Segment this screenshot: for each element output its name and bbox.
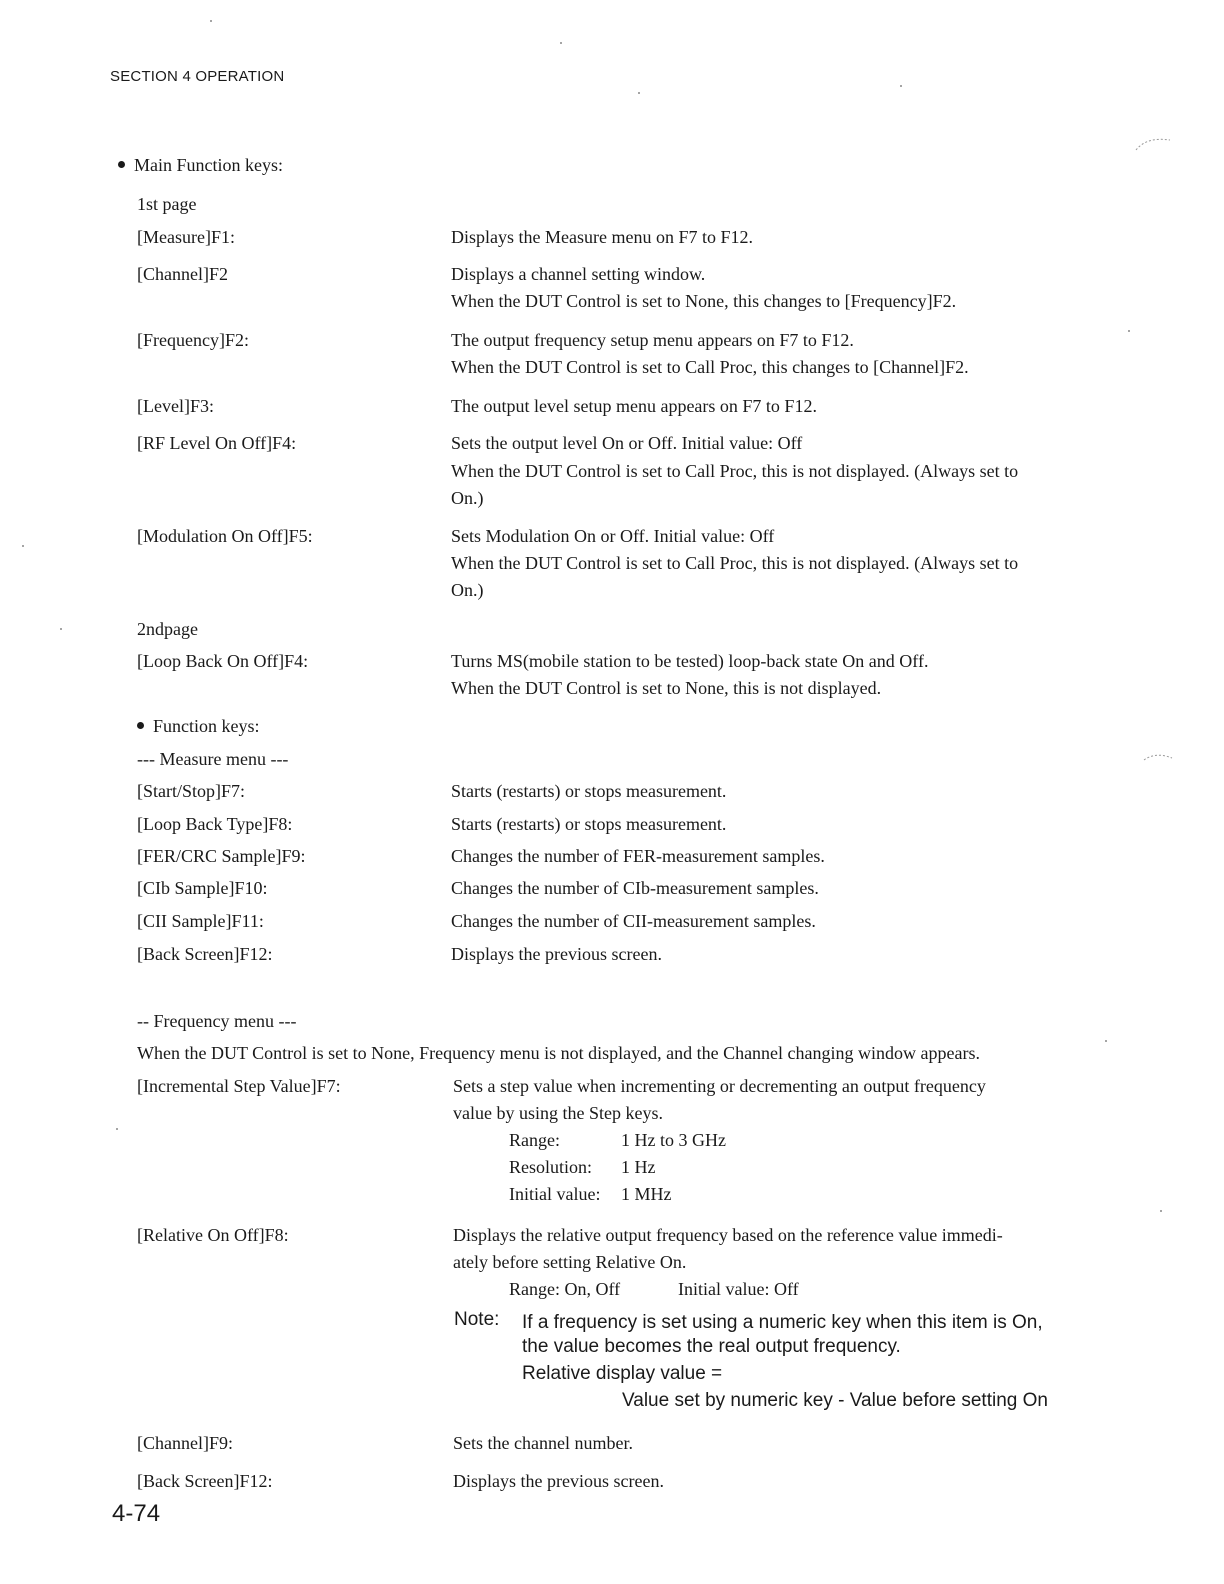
key-loop-back-f4: [Loop Back On Off]F4: <box>137 651 309 671</box>
desc-channel-f2-line2: When the DUT Control is set to None, this changes to [Frequency]F2. <box>451 291 957 311</box>
scan-speck <box>210 20 212 22</box>
desc-frequency-f2-line2: When the DUT Control is set to Call Proc, this changes to [Channel]F2. <box>451 357 969 377</box>
key-relative-f8: [Relative On Off]F8: <box>137 1225 289 1245</box>
desc-loop-back-f4-line1: Turns MS(mobile station to be tested) loop-back state On and Off. <box>451 651 929 671</box>
desc-fer-crc-sample-f9: Changes the number of FER-measurement samples. <box>451 846 825 866</box>
desc-relative-line2: ately before setting Relative On. <box>453 1252 687 1272</box>
key-back-screen-freq-f12: [Back Screen]F12: <box>137 1471 273 1491</box>
desc-modulation-f5-line3: On.) <box>451 580 484 600</box>
key-loop-back-type-f8: [Loop Back Type]F8: <box>137 814 293 834</box>
desc-incremental-line1: Sets a step value when incrementing or decrementing an output frequency <box>453 1076 986 1096</box>
incremental-initial-value: 1 MHz <box>621 1184 672 1204</box>
bullet-icon <box>137 722 144 729</box>
desc-measure-f1: Displays the Measure menu on F7 to F12. <box>451 227 753 247</box>
incremental-initial-label: Initial value: <box>509 1184 601 1204</box>
section-header: SECTION 4 OPERATION <box>110 68 285 85</box>
desc-frequency-f2-line1: The output frequency setup menu appears on F7 to F12. <box>451 330 854 350</box>
desc-cib-sample-f10: Changes the number of CIb-measurement samples. <box>451 878 819 898</box>
bullet-icon <box>118 161 125 168</box>
desc-incremental-line2: value by using the Step keys. <box>453 1103 663 1123</box>
key-cib-sample-f10: [CIb Sample]F10: <box>137 878 268 898</box>
desc-rf-level-f4-line3: On.) <box>451 488 484 508</box>
key-rf-level-f4: [RF Level On Off]F4: <box>137 433 297 453</box>
note-label: Note: <box>454 1309 500 1330</box>
scan-mark-decoration <box>1130 130 1180 160</box>
note-line-2: the value becomes the real output frequency. <box>522 1336 901 1357</box>
desc-relative-line1: Displays the relative output frequency based on the reference value immedi- <box>453 1225 1003 1245</box>
scan-speck <box>1160 1210 1162 1212</box>
frequency-menu-label: -- Frequency menu --- <box>137 1011 297 1031</box>
desc-modulation-f5-line2: When the DUT Control is set to Call Proc, this is not displayed. (Always set to <box>451 553 1019 573</box>
desc-back-screen-f12: Displays the previous screen. <box>451 944 662 964</box>
incremental-range-value: 1 Hz to 3 GHz <box>621 1130 726 1150</box>
function-keys-heading <box>137 713 260 740</box>
key-incremental-step-f7: [Incremental Step Value]F7: <box>137 1076 341 1096</box>
desc-channel-f2-line1: Displays a channel setting window. <box>451 264 706 284</box>
relative-initial: Initial value: Off <box>678 1279 799 1299</box>
scan-speck <box>1105 1040 1107 1042</box>
page1-label: 1st page <box>137 194 197 214</box>
relative-range: Range: On, Off <box>509 1279 621 1299</box>
measure-menu-label: --- Measure menu --- <box>137 749 289 769</box>
key-channel-f9: [Channel]F9: <box>137 1433 233 1453</box>
key-frequency-f2: [Frequency]F2: <box>137 330 249 350</box>
note-formula: Value set by numeric key - Value before setting On <box>622 1390 1048 1411</box>
desc-level-f3: The output level setup menu appears on F7 to F12. <box>451 396 817 416</box>
page-number: 4-74 <box>112 1500 161 1527</box>
desc-cii-sample-f11: Changes the number of CII-measurement samples. <box>451 911 816 931</box>
key-channel-f2: [Channel]F2 <box>137 264 228 284</box>
desc-loop-back-type-f8: Starts (restarts) or stops measurement. <box>451 814 727 834</box>
key-level-f3: [Level]F3: <box>137 396 214 416</box>
note-line-3: Relative display value = <box>522 1363 723 1384</box>
desc-loop-back-f4-line2: When the DUT Control is set to None, this is not displayed. <box>451 678 882 698</box>
key-back-screen-f12: [Back Screen]F12: <box>137 944 273 964</box>
desc-start-stop-f7: Starts (restarts) or stops measurement. <box>451 781 727 801</box>
scan-speck <box>638 92 640 94</box>
desc-channel-f9: Sets the channel number. <box>453 1433 633 1453</box>
scan-speck <box>60 628 62 630</box>
desc-rf-level-f4-line1: Sets the output level On or Off. Initial value: Off <box>451 433 803 453</box>
page2-label: 2ndpage <box>137 619 198 639</box>
incremental-resolution-value: 1 Hz <box>621 1157 656 1177</box>
scan-speck <box>560 42 562 44</box>
main-function-keys-heading <box>118 152 283 179</box>
scan-mark-decoration <box>1140 748 1180 768</box>
key-cii-sample-f11: [CII Sample]F11: <box>137 911 264 931</box>
scan-speck <box>22 545 24 547</box>
main-function-keys-title: Main Function keys: <box>134 155 283 175</box>
incremental-resolution-label: Resolution: <box>509 1157 593 1177</box>
desc-modulation-f5-line1: Sets Modulation On or Off. Initial value: Off <box>451 526 775 546</box>
scan-speck <box>1128 330 1130 332</box>
scan-speck <box>116 1128 118 1130</box>
desc-back-screen-freq-f12: Displays the previous screen. <box>453 1471 664 1491</box>
scan-speck <box>900 85 902 87</box>
desc-rf-level-f4-line2: When the DUT Control is set to Call Proc, this is not displayed. (Always set to <box>451 461 1019 481</box>
function-keys-title: Function keys: <box>153 716 260 736</box>
key-start-stop-f7: [Start/Stop]F7: <box>137 781 246 801</box>
note-line-1: If a frequency is set using a numeric key when this item is On, <box>522 1312 1043 1333</box>
incremental-range-label: Range: <box>509 1130 560 1150</box>
frequency-menu-note: When the DUT Control is set to None, Frequency menu is not displayed, and the Channel changing window appears. <box>137 1043 980 1063</box>
key-modulation-f5: [Modulation On Off]F5: <box>137 526 313 546</box>
key-fer-crc-sample-f9: [FER/CRC Sample]F9: <box>137 846 306 866</box>
key-measure-f1: [Measure]F1: <box>137 227 235 247</box>
